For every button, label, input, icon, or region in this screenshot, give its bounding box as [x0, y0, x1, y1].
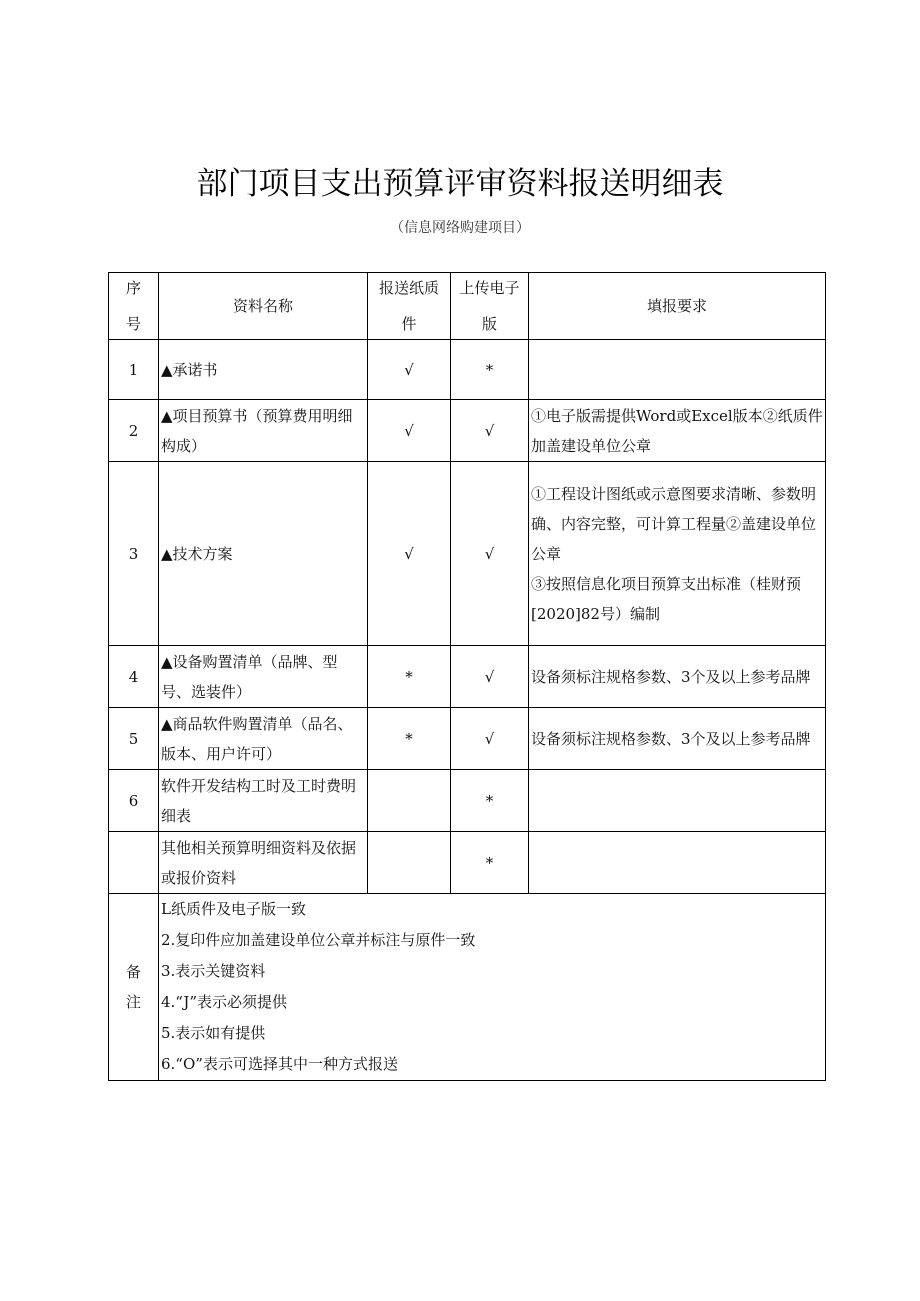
note-line: L纸质件及电子版一致: [161, 900, 306, 918]
note-line: 3.表示关键资料: [161, 962, 266, 980]
row-paper: √: [368, 340, 451, 400]
notes-content: [159, 894, 826, 1081]
row-name: ▲项目预算书（预算费用明细构成）: [159, 400, 368, 462]
requirement-line: ①工程设计图纸或示意图要求清晰、参数明确、内容完整，可计算工程量②盖建设单位公章: [531, 484, 817, 563]
row-paper: *: [368, 646, 451, 708]
row-name: ▲承诺书: [159, 340, 368, 400]
row-requirement: [529, 646, 826, 708]
row-electronic: √: [451, 646, 529, 708]
row-name: ▲设备购置清单（品牌、型号、选装件）: [159, 646, 368, 708]
row-electronic: √: [451, 708, 529, 770]
row-seq: 6: [109, 770, 159, 832]
table-row: [109, 646, 826, 708]
row-seq: 3: [109, 462, 159, 646]
document-subtitle: （信息网络购建项目）: [390, 220, 530, 236]
row-paper: [368, 832, 451, 894]
row-requirement: [529, 400, 826, 462]
row-requirement: [529, 708, 826, 770]
row-paper: √: [368, 400, 451, 462]
row-seq: 4: [109, 646, 159, 708]
requirement-line: ③按照信息化项目预算支出标准（桂财预[2020]82号）编制: [531, 574, 802, 623]
note-line: 2.复印件应加盖建设单位公章并标注与原件一致: [161, 931, 476, 949]
table-body: [109, 340, 826, 894]
row-requirement: [529, 462, 826, 646]
requirement-line: 设备须标注规格参数、3个及以上参考品牌: [531, 667, 811, 686]
table-row: [109, 462, 826, 646]
row-requirement: [529, 832, 826, 894]
notes-row: [109, 894, 826, 1081]
header-name: 资料名称: [159, 273, 368, 340]
header-requirement: 填报要求: [529, 273, 826, 340]
row-name: ▲技术方案: [159, 462, 368, 646]
note-line: 4.“J”表示必须提供: [161, 993, 288, 1011]
row-paper: *: [368, 708, 451, 770]
header-paper: 报送纸质 件: [368, 273, 451, 340]
row-requirement: [529, 770, 826, 832]
materials-table: [108, 272, 826, 1081]
header-electronic: 上传电子 版: [451, 273, 529, 340]
row-electronic: √: [451, 400, 529, 462]
row-seq: 2: [109, 400, 159, 462]
requirement-line: 设备须标注规格参数、3个及以上参考品牌: [531, 729, 811, 748]
row-paper: [368, 770, 451, 832]
row-seq: 5: [109, 708, 159, 770]
table-header-row: [109, 273, 826, 340]
row-electronic: *: [451, 340, 529, 400]
table-row: [109, 770, 826, 832]
table-row: [109, 340, 826, 400]
row-name: 其他相关预算明细资料及依据或报价资料: [159, 832, 368, 894]
row-electronic: *: [451, 832, 529, 894]
row-paper: √: [368, 462, 451, 646]
header-seq: 序 号: [109, 273, 159, 340]
table-row: [109, 400, 826, 462]
table-row: [109, 708, 826, 770]
row-seq: [109, 832, 159, 894]
notes-label: 备 注: [109, 894, 159, 1081]
document-title: 部门项目支出预算评审资料报送明细表: [196, 166, 724, 202]
row-name: 软件开发结构工时及工时费明细表: [159, 770, 368, 832]
note-line: 6.“O”表示可选择其中一种方式报送: [161, 1055, 398, 1073]
requirement-line: ①电子版需提供Word或Excel版本②纸质件加盖建设单位公章: [531, 406, 823, 455]
row-seq: 1: [109, 340, 159, 400]
row-electronic: √: [451, 462, 529, 646]
row-requirement: [529, 340, 826, 400]
row-electronic: *: [451, 770, 529, 832]
table-row: [109, 832, 826, 894]
note-line: 5.表示如有提供: [161, 1024, 266, 1042]
row-name: ▲商品软件购置清单（品名、版本、用户许可）: [159, 708, 368, 770]
